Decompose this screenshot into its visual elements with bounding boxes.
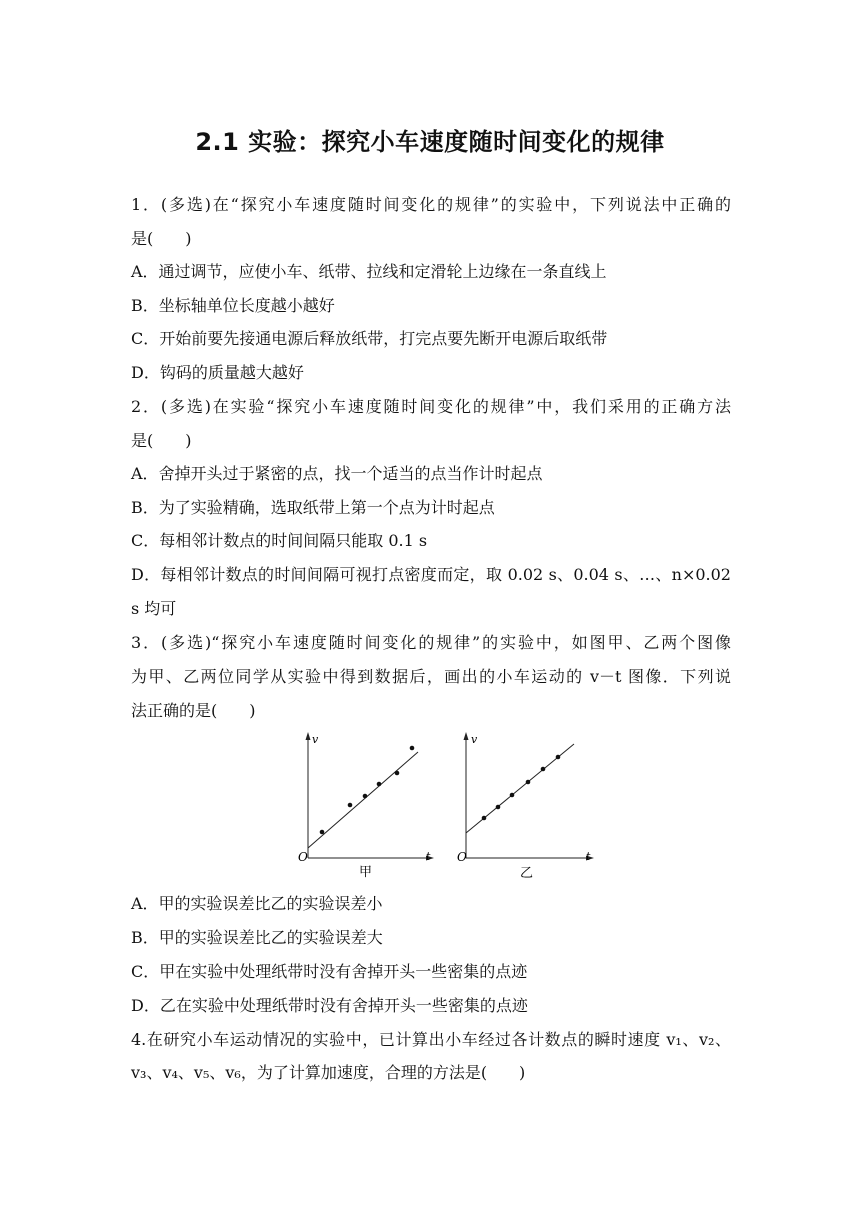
figure-label-yi: 乙: [520, 866, 534, 881]
data-point: [482, 816, 487, 821]
data-point: [363, 794, 368, 799]
q3-stem-line2: 为甲、乙两位同学从实验中得到数据后，画出的小车运动的 v－t 图像．下列说: [131, 667, 731, 686]
q2-option-d-cont: s 均可: [131, 599, 177, 618]
q4-stem-line1: 4.在研究小车运动情况的实验中，已计算出小车经过各计数点的瞬时速度 v₁、v₂、: [131, 1030, 731, 1049]
data-point: [377, 782, 382, 787]
data-point: [526, 780, 531, 785]
q3-option-c: C．甲在实验中处理纸带时没有舍掉开头一些密集的点迹: [131, 962, 528, 981]
q2-option-a: A．舍掉开头过于紧密的点，找一个适当的点当作计时起点: [131, 464, 543, 483]
q3-stem-line3: 法正确的是( ): [131, 701, 256, 720]
q4-stem-line2: v₃、v₄、v₅、v₆，为了计算加速度，合理的方法是( ): [131, 1063, 526, 1082]
v-axis-arrow: [464, 732, 469, 740]
q2-option-d: D．每相邻计数点的时间间隔可视打点密度而定，取 0.02 s、0.04 s、…、n×0.02: [131, 565, 731, 584]
q3-option-b: B．甲的实验误差比乙的实验误差大: [131, 928, 383, 947]
q3-option-a: A．甲的实验误差比乙的实验误差小: [131, 894, 383, 913]
origin-label: O: [298, 850, 308, 864]
q1-stem-line1: 1．(多选)在“探究小车速度随时间变化的规律”的实验中，下列说法中正确的: [131, 195, 731, 214]
data-point: [320, 830, 325, 835]
data-point: [556, 755, 561, 760]
t-axis-label: t: [586, 850, 591, 863]
q2-option-c: C．每相邻计数点的时间间隔只能取 0.1 s: [131, 531, 428, 550]
q2-stem-line2: 是( ): [131, 431, 192, 450]
figure-label-jia: 甲: [359, 865, 373, 880]
data-point: [541, 767, 546, 772]
q1-option-c: C．开始前要先接通电源后释放纸带，打完点要先断开电源后取纸带: [131, 329, 608, 348]
data-point: [395, 771, 400, 776]
v-axis-arrow: [306, 732, 311, 740]
q3-stem-line1: 3．(多选)“探究小车速度随时间变化的规律”的实验中，如图甲、乙两个图像: [131, 633, 731, 652]
q1-stem-line2: 是( ): [131, 229, 192, 248]
page-title: 2.1 实验：探究小车速度随时间变化的规律: [195, 128, 665, 156]
figure-jia-graph: [290, 730, 450, 890]
q1-option-d: D．钩码的质量越大越好: [131, 363, 304, 382]
q3-option-d: D．乙在实验中处理纸带时没有舍掉开头一些密集的点迹: [131, 996, 528, 1015]
q1-option-b: B．坐标轴单位长度越小越好: [131, 296, 335, 315]
v-axis-label: v: [312, 733, 319, 746]
data-point: [410, 746, 415, 751]
fit-line: [308, 752, 418, 848]
q2-option-b: B．为了实验精确，选取纸带上第一个点为计时起点: [131, 498, 495, 517]
origin-label: O: [457, 850, 467, 864]
data-point: [348, 803, 353, 808]
figure-yi-graph: [450, 730, 610, 890]
q1-option-a: A．通过调节，应使小车、纸带、拉线和定滑轮上边缘在一条直线上: [131, 262, 607, 281]
data-point: [496, 805, 501, 810]
q2-stem-line1: 2．(多选)在实验“探究小车速度随时间变化的规律”中，我们采用的正确方法: [131, 397, 731, 416]
t-axis-label: t: [426, 850, 431, 863]
data-point: [510, 793, 515, 798]
v-axis-label: v: [471, 733, 478, 746]
